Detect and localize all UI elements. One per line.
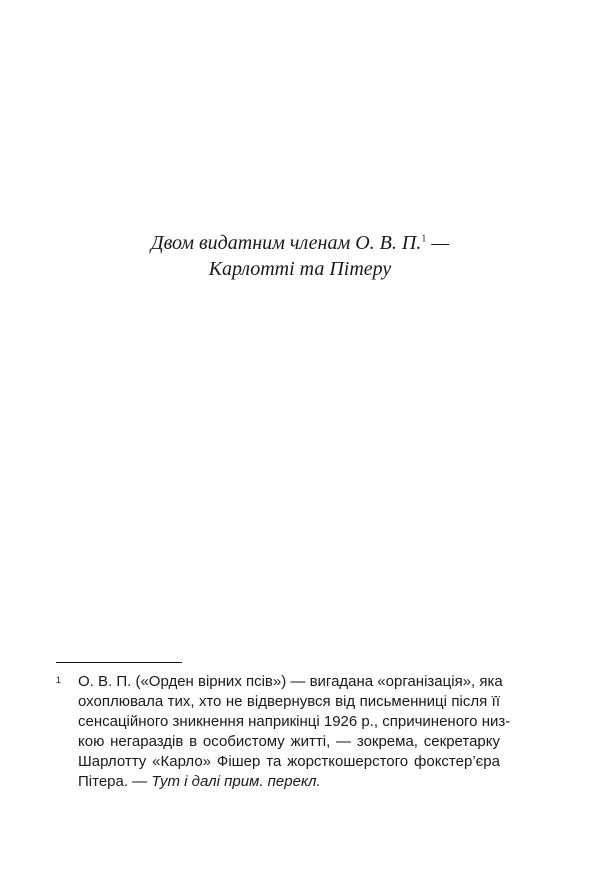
footnote-line: сенсаційного зникнення наприкінці 1926 р., спричиненого низ- [78,713,511,730]
footnote-last-line [78,772,500,792]
footnote-line: Шарлотту «Карло» Фішер та жорсткошерстого фокстер’єра [78,753,500,770]
footnote-line: кою негараздів в особистому житті, — зокрема, секретарку [78,733,500,750]
footnote-separator [56,662,182,663]
dedication-dash: — [426,232,450,254]
dedication-line-2: Карлотті та Пітеру [208,258,392,280]
footnote-mark: 1 [56,675,62,685]
footnote-line: охоплювала тих, хто не відвернувся від письменниці після її [78,693,500,710]
translator-note: Тут і далі прим. перекл. [151,773,321,790]
dedication-line-1 [0,230,600,256]
footnote-line: О. В. П. («Орден вірних псів») — вигадана «організація», яка [78,673,503,690]
footnote-last-line-text: Пітера. — [78,773,152,790]
dedication-text: Двом видатним членам О. В. П. [150,232,422,254]
dedication [0,230,600,282]
footnote-reference: 1 [421,233,427,245]
footnote-text [78,672,511,792]
footnote [56,672,511,792]
